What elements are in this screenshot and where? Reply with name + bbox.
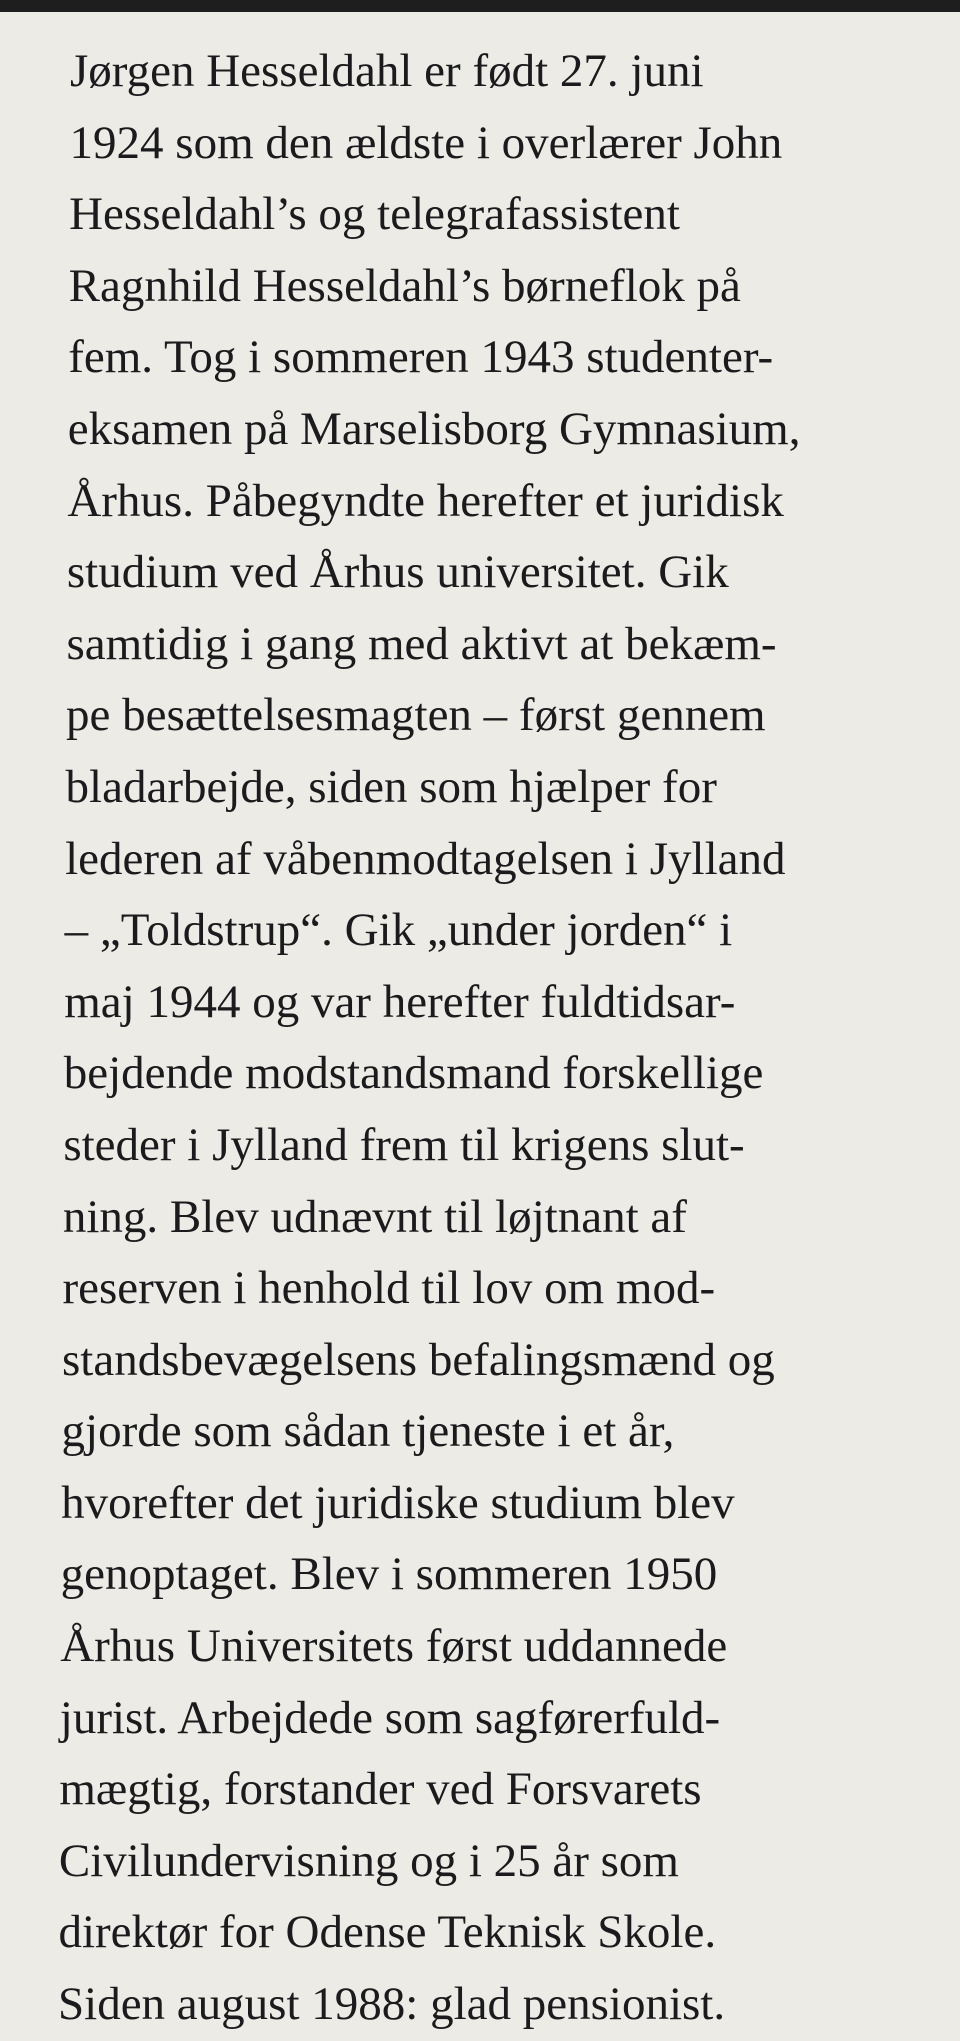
- text-line: direktør for Odense Teknisk Skole.: [58, 1906, 717, 1959]
- text-line: jurist. Arbejdede som sagførerfuld-: [59, 1691, 721, 1744]
- text-line: Civilundervisning og i 25 år som: [58, 1834, 679, 1887]
- text-line: bladarbejde, siden som hjælper for: [65, 760, 717, 813]
- text-line: fem. Tog i sommeren 1943 studenter-: [68, 331, 774, 384]
- text-line: samtidig i gang med aktivt at bekæm-: [66, 617, 777, 670]
- text-line: maj 1944 og var herefter fuldtidsar-: [64, 975, 736, 1028]
- text-line: steder i Jylland frem til krigens slut-: [63, 1118, 745, 1171]
- text-line: mægtig, forstander ved Forsvarets: [59, 1763, 702, 1816]
- text-line: 1924 som den ældste i overlærer John: [69, 116, 783, 169]
- dark-top-edge: [0, 0, 960, 12]
- text-line: genoptaget. Blev i sommeren 1950: [60, 1548, 718, 1601]
- text-line: reserven i henhold til lov om mod-: [62, 1262, 716, 1315]
- text-line: ning. Blev udnævnt til løjtnant af: [62, 1190, 687, 1243]
- text-line: – „Toldstrup“. Gik „under jorden“ i: [64, 904, 733, 957]
- biography-text: [0, 36, 960, 2041]
- text-line: lederen af våbenmodtagelsen i Jylland: [65, 832, 786, 885]
- text-line: studium ved Århus universitet. Gik: [66, 546, 729, 599]
- text-line: Århus Universitets først uddannede: [60, 1620, 728, 1673]
- text-line: Ragnhild Hesseldahl’s børneflok på: [68, 259, 741, 312]
- text-line: bejdende modstandsmand forskellige: [63, 1047, 764, 1100]
- text-line: Århus. Påbegyndte herefter et juridisk: [67, 474, 784, 527]
- text-line: Siden august 1988: glad pensionist.: [58, 1978, 726, 2031]
- text-line: pe besættelsesmagten – først gennem: [66, 689, 766, 742]
- text-line: Jørgen Hesseldahl er født 27. juni: [70, 45, 704, 97]
- text-line: gjorde som sådan tjeneste i et år,: [61, 1405, 675, 1458]
- text-line: standsbevægelsens befalingsmænd og: [62, 1333, 775, 1386]
- text-line: Hesseldahl’s og telegrafassistent: [69, 188, 680, 241]
- text-line: eksamen på Marselisborg Gymnasium,: [67, 402, 801, 455]
- text-line: hvorefter det juridiske studium blev: [61, 1476, 735, 1529]
